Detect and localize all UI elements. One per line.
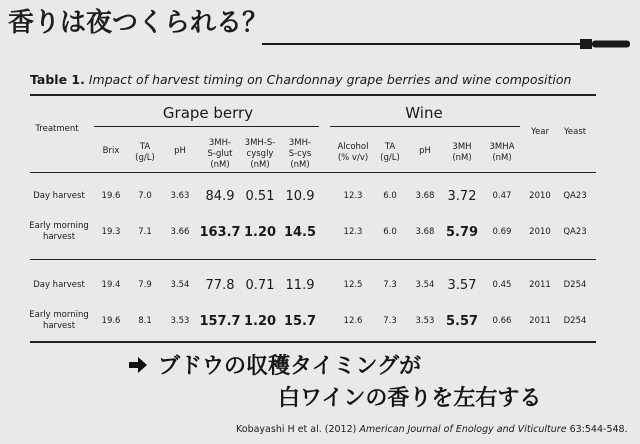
table-cell: 1.20 xyxy=(243,224,277,240)
table-cell: 3.66 xyxy=(170,226,190,237)
table-cell: 0.47 xyxy=(492,190,512,201)
grape-berry-underline xyxy=(94,126,319,127)
treatment-label: Early morning xyxy=(29,310,89,320)
table-cell: 0.71 xyxy=(245,277,275,293)
table-caption-text: Impact of harvest timing on Chardonnay grape berries and wine composition xyxy=(88,72,572,87)
table-cell: 19.4 xyxy=(101,279,121,290)
header-bottom-rule xyxy=(30,172,596,173)
table-cell: 3.68 xyxy=(415,190,435,201)
table-cell: 6.0 xyxy=(383,226,397,237)
column-header: Brix xyxy=(102,146,120,156)
column-header: 3MH-S- xyxy=(244,138,276,148)
treatment-label: Early morning xyxy=(29,221,89,231)
table-cell: 2010 xyxy=(529,226,551,237)
conclusion-line-2: 白ワインの香りを左右する xyxy=(278,386,542,411)
column-header: (g/L) xyxy=(135,153,155,163)
column-header: (% v/v) xyxy=(337,153,369,163)
table-cell: 19.6 xyxy=(101,190,121,201)
column-header: (nM) xyxy=(250,160,270,170)
citation-authors: Kobayashi H et al. (2012) xyxy=(236,424,357,435)
table-cell: 15.7 xyxy=(283,313,317,329)
table-label: Table 1. xyxy=(30,72,85,87)
column-header: cysgly xyxy=(246,149,274,159)
column-header: S-glut xyxy=(207,149,233,159)
table-cell: 0.66 xyxy=(492,315,512,326)
table-cell: 1.20 xyxy=(243,313,277,329)
wine-heading: Wine xyxy=(405,104,443,122)
table-cell: 7.9 xyxy=(138,279,152,290)
treatment-label: harvest xyxy=(42,321,76,331)
table-cell: 10.9 xyxy=(285,188,315,204)
table-cell: 12.3 xyxy=(343,190,363,201)
table-cell: 0.69 xyxy=(492,226,512,237)
table-cell: 2011 xyxy=(529,279,551,290)
column-header: 3MHA xyxy=(489,142,515,152)
pen-decoration-icon xyxy=(262,38,632,50)
table-cell: 3.63 xyxy=(170,190,190,201)
table-cell: 7.1 xyxy=(138,226,152,237)
table-top-rule xyxy=(30,94,596,96)
year-header: Year xyxy=(531,127,549,137)
arrow-right-icon xyxy=(128,355,148,375)
table-cell: D254 xyxy=(563,279,587,290)
table-cell: 84.9 xyxy=(205,188,235,204)
citation-journal: American Journal of Enology and Viticulture xyxy=(359,424,567,435)
table-bottom-rule xyxy=(30,341,596,343)
citation-ref: 63:544-548. xyxy=(569,424,628,435)
table-cell: 14.5 xyxy=(283,224,317,240)
treatment-label: harvest xyxy=(42,232,76,242)
table-cell: 0.51 xyxy=(245,188,275,204)
table-cell: 7.0 xyxy=(138,190,152,201)
table-cell: D254 xyxy=(563,315,587,326)
slide-title: 香りは夜つくられる？ xyxy=(8,8,269,38)
column-header: TA xyxy=(139,142,151,152)
table-cell: 3.54 xyxy=(415,279,435,290)
column-header: (nM) xyxy=(210,160,230,170)
table-cell: 12.3 xyxy=(343,226,363,237)
table-cell: QA23 xyxy=(563,190,587,201)
table-cell: 7.3 xyxy=(383,315,397,326)
yeast-header: Yeast xyxy=(563,127,587,137)
table-cell: 157.7 xyxy=(199,313,241,329)
conclusion-line-1: ブドウの収穫タイミングが xyxy=(158,354,422,379)
table-cell: 77.8 xyxy=(205,277,235,293)
citation xyxy=(236,424,628,435)
table-cell: 19.3 xyxy=(101,226,121,237)
table-cell: 5.79 xyxy=(445,224,479,240)
column-header: (nM) xyxy=(492,153,512,163)
table-cell: 12.5 xyxy=(343,279,363,290)
wine-underline xyxy=(330,126,520,127)
table-cell: 5.57 xyxy=(445,313,479,329)
table-cell: 3.68 xyxy=(415,226,435,237)
column-header: (nM) xyxy=(452,153,472,163)
grape-berry-heading: Grape berry xyxy=(162,104,254,122)
table-cell: 163.7 xyxy=(199,224,241,240)
table-cell: 0.45 xyxy=(492,279,512,290)
table-cell: 3.53 xyxy=(170,315,190,326)
table-caption xyxy=(30,72,620,87)
table-cell: 3.72 xyxy=(447,188,477,204)
table-cell: 2010 xyxy=(529,190,551,201)
column-header: 3MH- xyxy=(208,138,232,148)
table-cell: 2011 xyxy=(529,315,551,326)
column-header: S-cys xyxy=(288,149,312,159)
treatment-label: Day harvest xyxy=(33,190,85,201)
table-cell: 6.0 xyxy=(383,190,397,201)
table-cell: 8.1 xyxy=(138,315,152,326)
column-header: (g/L) xyxy=(380,153,400,163)
column-header: 3MH- xyxy=(288,138,312,148)
table-cell: QA23 xyxy=(563,226,587,237)
table-cell: 19.6 xyxy=(101,315,121,326)
table-cell: 7.3 xyxy=(383,279,397,290)
table-cell: 3.53 xyxy=(415,315,435,326)
table-cell: 3.54 xyxy=(170,279,190,290)
treatment-header: Treatment xyxy=(35,124,79,134)
column-header: pH xyxy=(419,146,431,156)
table-cell: 12.6 xyxy=(343,315,363,326)
column-header: 3MH xyxy=(452,142,472,152)
treatment-label: Day harvest xyxy=(33,279,85,290)
column-header: pH xyxy=(174,146,186,156)
table-cell: 3.57 xyxy=(447,277,477,293)
year-separator-rule xyxy=(30,259,596,260)
column-header: TA xyxy=(384,142,396,152)
column-header: (nM) xyxy=(290,160,310,170)
table-cell: 11.9 xyxy=(285,277,315,293)
column-header: Alcohol xyxy=(337,142,369,152)
